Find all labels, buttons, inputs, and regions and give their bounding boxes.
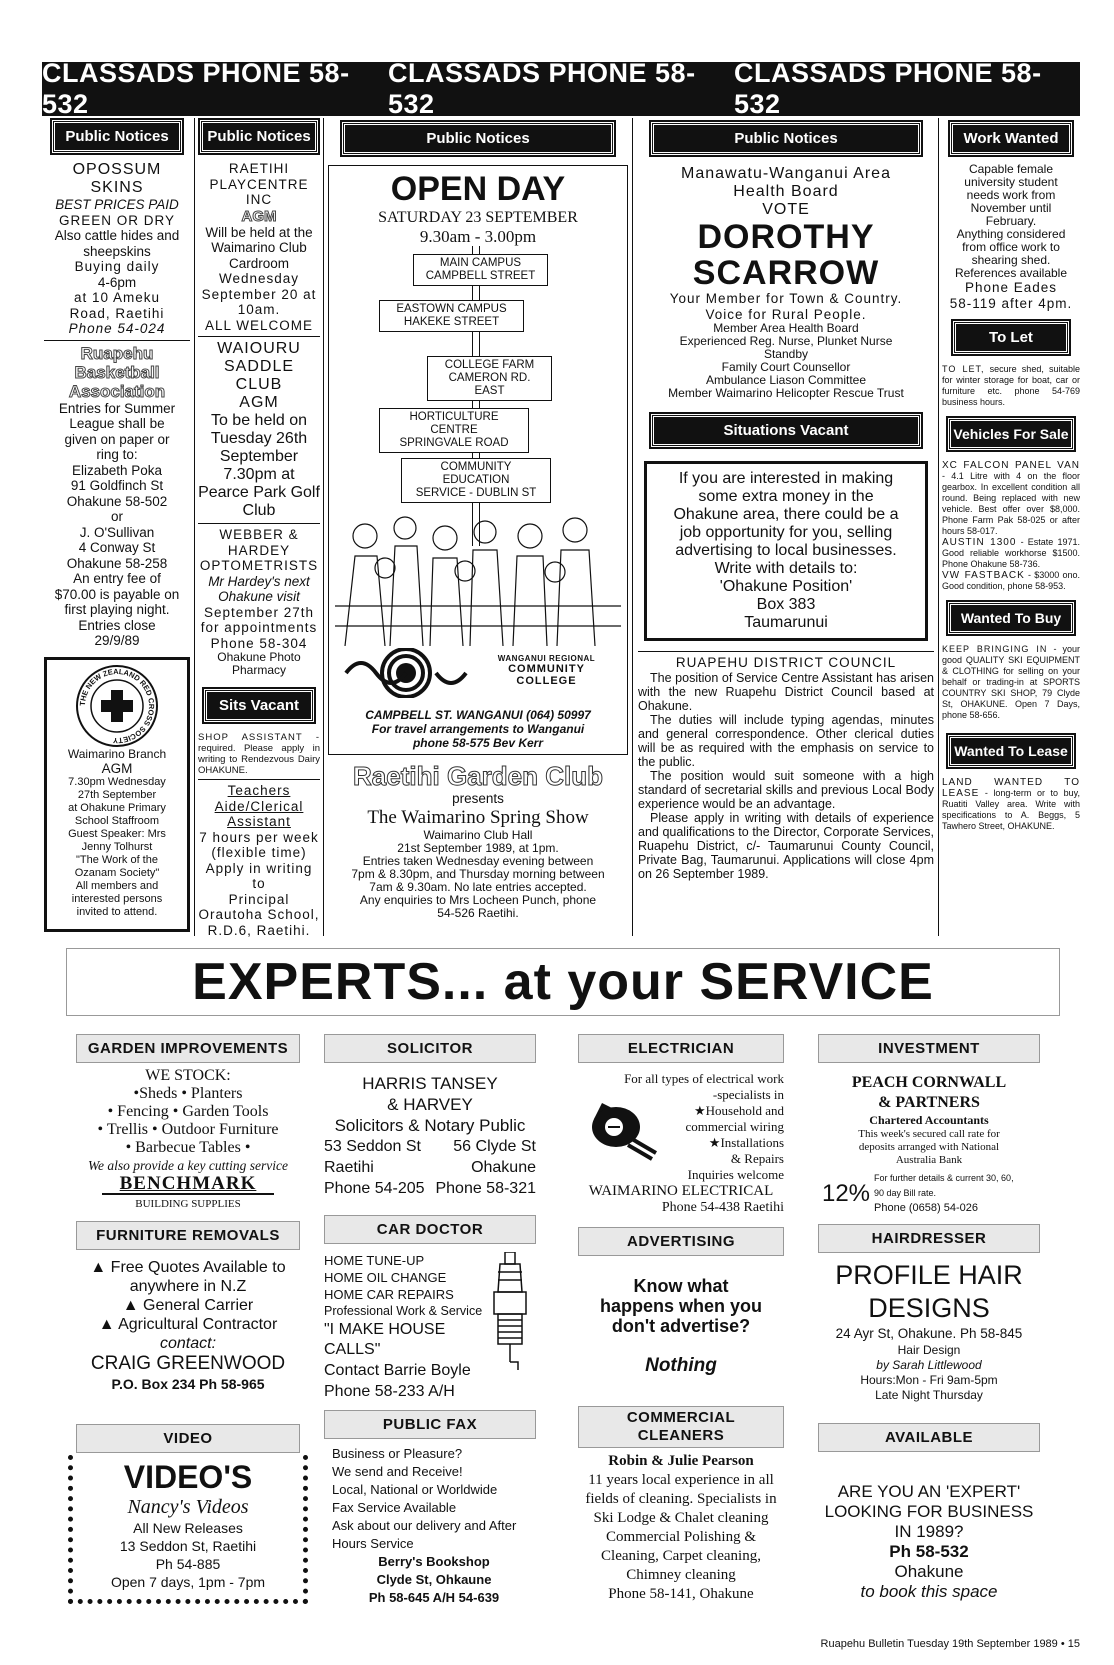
text: Cardroom <box>228 255 290 271</box>
text: Voice for Rural People. <box>705 306 867 322</box>
text: CAMPBELL ST. WANGANUI (064) 50997 <box>365 708 591 722</box>
text: invited to attend. <box>76 906 158 918</box>
text: Ohakune visit <box>218 589 300 604</box>
vehicles-ads: XC FALCON PANEL VAN - 4.1 Litre with 4 on the floor gearbox. In excellent condition all round. Being replaced with new vehicle. Best offer over $8,000. Phone Farm Pak 58-025 or after hours 58-017. AUSTIN 1300 - Estate 1971. Good reliable workhorse $1500. Phone Ohakune 58-736. VW FASTBACK - $3000 ono. Good condition, phone 58-953. <box>942 460 1080 591</box>
to-let-ad: TO LET, secure shed, suitable for winter storage for boat, car or furniture etc. phone 54-769 business hours. <box>942 364 1080 407</box>
garden-improvements-ad: WE STOCK: •Sheds • Planters • Fencing • Garden Tools • Trellis • Outdoor Furniture • Barbecue Tables • We also provide a key cutting service BENCHMARK BUILDING SUPPLIES <box>76 1067 300 1213</box>
council-ad <box>638 655 934 881</box>
text: Phone 54-024 <box>68 321 166 336</box>
banner-text-2: CLASSADS PHONE 58-532 <box>388 58 696 119</box>
text: job opportunity for you, selling <box>679 524 893 541</box>
text: Assistant <box>227 814 291 829</box>
text: Your Member for Town & Country. <box>669 291 903 306</box>
text: sheepskins <box>83 243 151 259</box>
sign-college-farm: COLLEGE FARM CAMERON RD. EAST <box>427 356 552 401</box>
experts-column-4 <box>818 1034 1040 1654</box>
text: Elizabeth Poka <box>71 462 163 478</box>
text: R.D.6, Raetihi. <box>207 922 311 938</box>
text: Ozanam Society" <box>74 867 160 879</box>
text: Phone 58-304 <box>210 635 308 651</box>
electric-plug-icon <box>568 1089 660 1161</box>
text: The position of Service Centre Assistant has arisen with the new Ruapehu District Council based at Ohakune. <box>638 670 934 713</box>
text: Ruapehu <box>80 343 154 363</box>
text: Wednesday <box>218 271 300 286</box>
text: Waimarino Club Hall <box>423 827 533 842</box>
text: Ohakune Photo <box>217 650 301 664</box>
health-board-ad <box>638 165 934 400</box>
sits-vacant-header: Sits Vacant <box>204 689 314 722</box>
column-rule <box>632 118 633 936</box>
text: OPOSSUM <box>72 161 162 178</box>
text: Manawatu-Wanganui Area <box>681 165 891 182</box>
text: Buying daily <box>74 259 160 274</box>
page-footer: Ruapehu Bulletin Tuesday 19th September 1989 • 15 <box>820 1638 1080 1650</box>
text: CLUB <box>235 376 283 393</box>
text: SCARROW <box>692 254 880 292</box>
text: The duties will include typing agendas, minutes and general correspondence. Other clerical duties will be as required with the emphasis on service to the public. <box>638 712 934 769</box>
text: presents <box>452 791 504 806</box>
text: Principal <box>228 891 290 907</box>
garden-club-ad <box>328 761 628 920</box>
text: 7am & 9.30am. No late entries accepted. <box>369 879 587 894</box>
sign-horticulture: HORTICULTURE CENTRE SPRINGVALE ROAD <box>379 408 529 453</box>
svg-text:THE NEW ZEALAND RED CROSS SOCI: THE NEW ZEALAND RED CROSS SOCIETY <box>77 666 157 745</box>
text: Ambulance Liason Committee <box>705 373 867 387</box>
public-fax-header: PUBLIC FAX <box>324 1410 536 1439</box>
text: SATURDAY 23 SEPTEMBER <box>378 209 578 226</box>
red-cross-ad <box>44 657 190 932</box>
electrician-header: ELECTRICIAN <box>578 1034 784 1063</box>
text: given on paper or <box>64 431 170 447</box>
text: RAETIHI <box>228 161 290 176</box>
text: Tuesday 26th <box>210 430 308 447</box>
text: Aide/Clerical <box>214 798 304 814</box>
text: Orautoha School, <box>198 907 320 922</box>
optometrists-ad <box>198 527 320 677</box>
text: Experienced Reg. Nurse, Plunket Nurse <box>679 334 893 348</box>
text: at Ohakune Primary <box>68 802 166 814</box>
text: Family Court Counsellor <box>721 360 851 374</box>
car-doctor-ad: HOME TUNE-UP HOME OIL CHANGE HOME CAR REPAIRS Professional Work & Service "I MAKE HOUSE CALLS" Contact Barrie Boyle Phone 58-233 A/H <box>324 1252 536 1402</box>
text: For travel arrangements to Wanganui <box>371 722 585 736</box>
text: Guest Speaker: Mrs <box>68 828 166 840</box>
college-name: WANGANUI REGIONAL COMMUNITY COLLEGE <box>497 654 596 687</box>
commercial-cleaners-header: COMMERCIAL CLEANERS <box>578 1406 784 1448</box>
text: Pearce Park Golf <box>198 484 320 501</box>
red-cross-seal-icon <box>75 664 159 748</box>
sign-community-ed: COMMUNITY EDUCATION SERVICE - DUBLIN ST <box>401 458 551 503</box>
experts-title: EXPERTS... at your SERVICE <box>192 953 934 1011</box>
furniture-removals-ad: ▲ Free Quotes Available to anywhere in N.Z ▲ General Carrier ▲ Agricultural Contractor contact: CRAIG GREENWOOD P.O. Box 234 Ph 58-965 <box>90 1259 286 1392</box>
benchmark-logo: BENCHMARK <box>119 1173 257 1194</box>
advertising-ad: Know what happens when you don't advertise? Nothing <box>599 1276 763 1376</box>
text: BEST PRICES PAID <box>55 197 179 212</box>
column-rule <box>194 118 195 936</box>
video-header: VIDEO <box>76 1424 300 1453</box>
rate-value: 12% <box>821 1179 871 1207</box>
experts-column-2 <box>324 1034 536 1654</box>
open-day-ad <box>328 165 628 755</box>
text: J. O'Sullivan <box>79 524 155 540</box>
text: AGM <box>101 760 133 776</box>
text: Will be held at the <box>205 224 313 240</box>
text: ring to: <box>96 447 138 462</box>
column-2 <box>198 118 320 938</box>
available-ad: ARE YOU AN 'EXPERT' LOOKING FOR BUSINESS IN 1989? Ph 58-532 Ohakune to book this space <box>824 1482 1034 1601</box>
text: Ohakune area, there could be a <box>673 506 899 523</box>
experts-column-1 <box>76 1034 300 1654</box>
text: 4 Conway St <box>78 540 156 555</box>
work-wanted-ad: Capable female university student needs work from November until February. Anything considered from office work to shearing shed. References available Phone Eades 58-119 after 4pm. <box>949 162 1073 311</box>
text: The position would suit someone with a high standard of secretarial skills and previous Local Body experience would be an advantage. <box>638 768 934 811</box>
experts-column-3 <box>578 1034 784 1654</box>
saddle-club-ad <box>198 340 320 520</box>
text: Basketball <box>74 362 160 382</box>
text: Pharmacy <box>231 663 287 677</box>
investment-ad: PEACH CORNWALL & PARTNERS Chartered Accountants This week's secured call rate for deposits arranged with National Australia Bank <box>851 1074 1007 1166</box>
text: required. Please apply in writing to Rendezvous Dairy OHAKUNE. <box>198 743 320 776</box>
car-doctor-header: CAR DOCTOR <box>324 1215 536 1244</box>
text: Please apply in writing with details of experience and qualifications to the Director, Corporate Services, Ruapehu District, c/- Taumarunui County Council, Private Bag, Taumarunui. Applications will close 4pm on 26 September 1989. <box>638 810 934 881</box>
garden-improvements-header: GARDEN IMPROVEMENTS <box>76 1034 300 1063</box>
wanted-to-lease-header: Wanted To Lease <box>948 735 1074 767</box>
text: Teachers <box>227 783 291 798</box>
text: VOTE <box>762 201 810 218</box>
sign-eastown-campus: EASTOWN CAMPUS HAKEKE STREET <box>379 300 524 332</box>
text: Ohakune 58-258 <box>66 555 168 571</box>
column-rule <box>323 118 324 936</box>
text: September 27th <box>203 604 315 620</box>
text: SADDLE <box>223 358 295 375</box>
banner-text-1: CLASSADS PHONE 58-532 <box>42 58 350 119</box>
investment-rate: 12% For further details & current 30, 60, 90 day Bill rate. Phone (0658) 54-026 <box>818 1171 1040 1216</box>
text: Club <box>242 502 276 519</box>
column-4 <box>638 118 934 938</box>
text: WEBBER & <box>219 527 299 542</box>
text: Also cattle hides and <box>54 228 180 243</box>
classads-banner <box>42 58 1080 119</box>
text: 9.30am - 3.00pm <box>419 227 537 246</box>
text: $70.00 is payable on <box>54 586 180 602</box>
text: PLAYCENTRE <box>209 176 309 192</box>
college-logo-icon <box>341 648 471 698</box>
text: School Staffroom <box>74 815 160 827</box>
to-let-header: To Let <box>953 321 1069 354</box>
basketball-ad <box>44 344 190 649</box>
text: If you are interested in making <box>678 470 894 487</box>
text: first playing night. <box>64 602 170 617</box>
hairdresser-header: HAIRDRESSER <box>818 1224 1040 1253</box>
column-1 <box>44 118 190 938</box>
column-5 <box>942 118 1080 938</box>
text: An entry fee of <box>73 571 161 586</box>
text: 7.30pm at <box>223 466 295 483</box>
text: some extra money in the <box>698 488 874 505</box>
text: Road, Raetihi <box>69 305 165 321</box>
text: HARDEY <box>227 542 291 558</box>
text: Mr Hardey's next <box>208 573 310 589</box>
text: All members and <box>75 880 159 892</box>
keep-bringing-ad: KEEP BRINGING IN - your good QUALITY SKI EQUIPMENT & CLOTHING for selling on your behalf or trading-in at SPORTS COUNTRY SKI SHOP, 79 Clyde St, OHAKUNE. Open 7 Days, phone 58-656. <box>942 644 1080 720</box>
spark-plug-icon <box>488 1252 532 1376</box>
text: SKINS <box>90 179 144 196</box>
hairdresser-ad: PROFILE HAIR DESIGNS 24 Ayr St, Ohakune. Ph 58-845 Hair Design by Sarah Littlewood Hours:Mon - Fri 9am-5pm Late Night Thursday <box>835 1260 1023 1402</box>
text: Entries for Summer <box>58 400 176 416</box>
sales-job-ad <box>644 461 928 641</box>
text: September 20 at <box>201 286 317 302</box>
public-notices-header: Public Notices <box>651 122 921 155</box>
text: 7 hours per week <box>199 829 319 845</box>
investment-header: INVESTMENT <box>818 1034 1040 1063</box>
public-fax-ad: Business or Pleasure? We send and Receive! Local, National or Worldwide Fax Service Available Ask about our delivery and After Hours Service Berry's Bookshop Clyde St, Ohkaune Ph 58-645 A/H 54-639 <box>332 1446 517 1605</box>
text: League shall be <box>69 416 165 431</box>
opossum-ad <box>44 161 190 337</box>
text: Standby <box>763 347 809 361</box>
solicitor-header: SOLICITOR <box>324 1034 536 1063</box>
text: Entries close <box>78 617 156 633</box>
text: 91 Goldfinch St <box>70 478 164 493</box>
solicitor-addresses: 53 Seddon St 56 Clyde St Raetihi Ohakune Phone 54-205 Phone 58-321 <box>324 1138 536 1197</box>
text: 10am. <box>237 302 281 317</box>
public-notices-header: Public Notices <box>52 120 182 153</box>
advertising-header: ADVERTISING <box>578 1227 784 1256</box>
text: Waimarino Club <box>211 240 307 255</box>
public-notices-header: Public Notices <box>342 122 614 155</box>
text: DOROTHY <box>697 218 875 256</box>
text: Apply in writing to <box>205 860 313 891</box>
banner-text-3: CLASSADS PHONE 58-532 <box>734 58 1042 119</box>
solicitor-ad: HARRIS TANSEY & HARVEY Solicitors & Notary Public <box>334 1074 526 1135</box>
text: AGM <box>239 394 279 411</box>
commercial-cleaners-ad: Robin & Julie Pearson 11 years local experience in all fields of cleaning. Specialists in Ski Lodge & Chalet cleaning Commercial Polishing & Cleaning, Carpet cleaning, Chimney cleaning Phone 58-141, Ohakune <box>585 1453 777 1602</box>
text: Raetihi Garden Club <box>353 761 603 791</box>
text: (flexible time) <box>211 845 307 860</box>
text: 7pm & 8.30pm, and Thursday morning between <box>351 866 605 881</box>
land-wanted-ad: LAND WANTED TO LEASE - long-term or to buy, Ruatiti Valley area. Write with specifications to A. Beggs, 5 Tawhero Street, OHAKUNE. <box>942 777 1080 831</box>
wanted-to-buy-header: Wanted To Buy <box>948 602 1074 634</box>
text: WAIOURU <box>217 340 301 357</box>
text: To be held on <box>210 412 308 429</box>
text: advertising to local businesses. <box>675 542 897 559</box>
situations-vacant-header: Situations Vacant <box>651 414 921 447</box>
text: Waimarino Branch <box>67 746 167 761</box>
crowd-illustration-icon <box>335 506 621 646</box>
text: 54-526 Raetihi. <box>437 905 519 920</box>
text: 21st September 1989, at 1pm. <box>397 840 559 855</box>
available-header: AVAILABLE <box>818 1423 1040 1452</box>
electrician-ad: For all types of electrical work -specialists in ★Household and commercial wiring ★Installations & Repairs Inquiries welcome WAIMARINO ELECTRICAL Phone 54-438 Raetihi <box>578 1071 784 1221</box>
text: GREEN OR DRY <box>58 212 176 228</box>
text: Any enquiries to Mrs Locheen Punch, phone <box>359 892 597 907</box>
text: Jenny Tolhurst <box>81 841 153 853</box>
text: at 10 Ameku <box>73 290 161 305</box>
text: AGM <box>241 207 277 225</box>
text: phone 58-575 Bev Kerr <box>412 736 544 750</box>
public-notices-header: Public Notices <box>200 120 318 153</box>
text: Box 383 <box>756 596 816 613</box>
text: Taumarunui <box>744 614 828 631</box>
text: SHOP ASSISTANT - <box>198 732 320 743</box>
text: 7.30pm Wednesday <box>68 776 166 788</box>
video-ad: VIDEO'S Nancy's Videos All New Releases 13 Seddon St, Raetihi Ph 54-885 Open 7 days, 1pm - 7pm <box>68 1455 308 1604</box>
text: INC <box>245 192 273 207</box>
text: Association <box>68 381 166 401</box>
text: OPEN DAY <box>390 170 566 208</box>
text: 4-6pm <box>97 274 137 290</box>
text: 27th September <box>77 789 157 801</box>
text: Ohakune 58-502 <box>66 493 168 509</box>
text: OPTOMETRISTS <box>199 558 319 573</box>
text: 29/9/89 <box>94 633 140 648</box>
text: RUAPEHU DISTRICT COUNCIL <box>675 655 897 670</box>
teachers-aide-ad <box>198 783 320 938</box>
work-wanted-header: Work Wanted <box>950 122 1072 155</box>
playcentre-ad <box>198 161 320 333</box>
shop-assistant-ad <box>198 732 320 776</box>
text: Member Waimarino Helicopter Rescue Trust <box>668 386 904 400</box>
text: September <box>219 448 299 465</box>
text: interested persons <box>71 893 163 905</box>
text: The Waimarino Spring Show <box>367 806 589 828</box>
furniture-removals-header: FURNITURE REMOVALS <box>76 1221 300 1250</box>
vehicles-for-sale-header: Vehicles For Sale <box>948 418 1074 450</box>
text: Health Board <box>733 183 839 200</box>
text: for appointments <box>200 620 318 635</box>
text: "The Work of the <box>76 854 158 866</box>
column-rule <box>938 118 939 936</box>
experts-banner <box>66 948 1060 1016</box>
column-3 <box>328 118 628 938</box>
sign-main-campus: MAIN CAMPUS CAMPBELL STREET <box>413 254 548 286</box>
text: Member Area Health Board <box>713 321 859 335</box>
text: Write with details to: <box>714 560 858 577</box>
text: or <box>110 509 123 524</box>
text: 'Ohakune Position' <box>719 578 853 595</box>
text: ALL WELCOME <box>204 317 314 333</box>
text: Entries taken Wednesday evening between <box>362 853 594 868</box>
